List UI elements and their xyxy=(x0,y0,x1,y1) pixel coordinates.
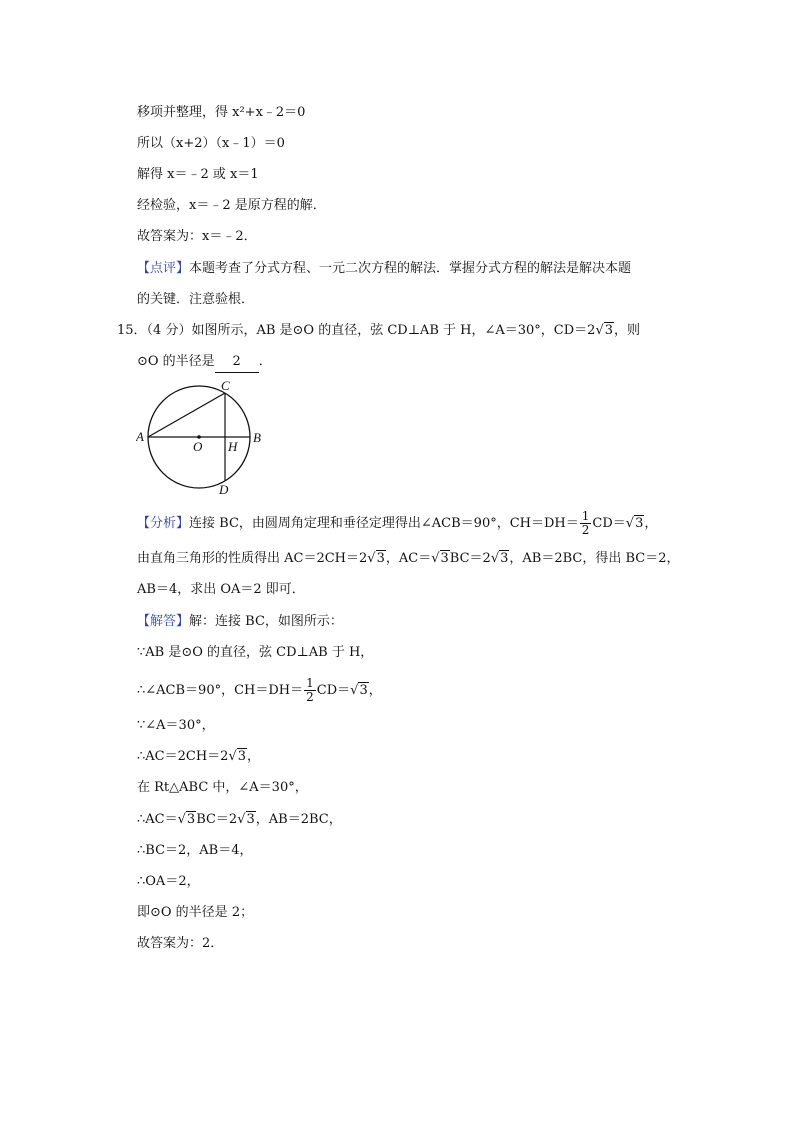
question-text: （4 分）如图所示，AB 是⊙O 的直径，弦 CD⊥AB 于 H，∠A＝30°，CD＝2 xyxy=(146,323,596,338)
solution-text: 解：连接 BC，如图所示： xyxy=(189,614,343,629)
line-factored: 所以（x+2）（x﹣1）＝0 xyxy=(137,136,285,151)
solution-tag: 【解答】 xyxy=(137,614,190,629)
question-number: 15． xyxy=(117,323,147,338)
label-b: B xyxy=(253,430,261,445)
comment-tag: 【点评】 xyxy=(137,261,190,276)
analysis-line-1 xyxy=(137,510,657,537)
radical: √3 xyxy=(177,812,196,827)
question-15 xyxy=(117,321,640,341)
analysis-text: ，AB＝2BC，得出 BC＝2， xyxy=(509,551,680,566)
solution-intro xyxy=(137,612,343,632)
analysis-line-2 xyxy=(137,549,680,569)
solution-text: CD＝ xyxy=(316,683,351,698)
radical: √3 xyxy=(595,323,614,338)
label-d: D xyxy=(219,482,229,497)
comment-continued: 的关键．注意验根． xyxy=(137,292,255,307)
radical: √3 xyxy=(228,749,247,764)
radical: √3 xyxy=(350,683,368,698)
radical: √3 xyxy=(367,551,385,566)
line-solutions: 解得 x＝﹣2 或 x＝1 xyxy=(137,167,259,182)
question-15-line2 xyxy=(137,352,272,373)
radical: √3 xyxy=(237,812,255,827)
analysis-tag: 【分析】 xyxy=(137,516,190,531)
radical: √3 xyxy=(625,516,644,531)
analysis-text: CD＝ xyxy=(592,516,626,531)
solution-text: ∴AC＝ xyxy=(137,812,178,827)
fraction-half: $\frac{1}{2}$ xyxy=(306,676,314,704)
question-end: ． xyxy=(258,354,272,369)
solution-answer: 故答案为：2． xyxy=(137,936,224,951)
analysis-text: 连接 BC，由圆周角定理和垂径定理得出∠ACB＝90°，CH＝DH＝ xyxy=(189,516,579,531)
solution-text: ，AB＝2BC， xyxy=(255,812,342,827)
analysis-text: ， xyxy=(644,516,658,531)
solution-step-8: ∴OA＝2， xyxy=(137,874,200,889)
solution-step-1: ∵AB 是⊙O 的直径，弦 CD⊥AB 于 H， xyxy=(137,645,374,660)
analysis-text: 由直角三角形的性质得出 AC＝2CH＝2 xyxy=(137,551,368,566)
answer-blank: 2 xyxy=(215,352,259,373)
solution-step-7: ∴BC＝2，AB＝4， xyxy=(137,843,253,858)
label-a: A xyxy=(136,429,144,444)
solution-step-5: 在 Rt△ABC 中，∠A＝30°， xyxy=(137,780,308,795)
radical: √3 xyxy=(490,551,509,566)
analysis-text: ，AC＝ xyxy=(385,551,432,566)
solution-step-9: 即⊙O 的半径是 2； xyxy=(137,905,254,920)
radical: √3 xyxy=(431,551,449,566)
question-text-end: ，则 xyxy=(614,323,641,338)
analysis-text: BC＝2 xyxy=(449,551,491,566)
solution-step-4 xyxy=(137,747,260,767)
solution-text: ， xyxy=(368,683,382,698)
solution-step-2 xyxy=(137,677,382,704)
comment-paragraph xyxy=(137,259,631,279)
question-text-2: ⊙O 的半径是 xyxy=(137,354,215,369)
comment-text: 本题考查了分式方程、一元二次方程的解法．掌握分式方程的解法是解决本题 xyxy=(189,261,632,276)
solution-text: BC＝2 xyxy=(196,812,238,827)
segment-ac xyxy=(148,393,225,437)
solution-text: ∴∠ACB＝90°，CH＝DH＝ xyxy=(137,683,304,698)
solution-step-6 xyxy=(137,810,342,830)
line-equation-rearranged: 移项并整理，得 x²+x﹣2＝0 xyxy=(137,105,306,120)
analysis-line-3: AB＝4，求出 OA＝2 即可． xyxy=(137,582,305,597)
circle-figure xyxy=(136,376,276,498)
label-h: H xyxy=(228,439,238,454)
label-c: C xyxy=(221,378,230,393)
solution-step-3: ∵∠A＝30°， xyxy=(137,718,215,733)
line-check: 经检验，x＝﹣2 是原方程的解． xyxy=(137,198,326,213)
fraction-half: $\frac{1}{2}$ xyxy=(581,509,590,537)
solution-text: ∴AC＝2CH＝2 xyxy=(137,749,229,764)
line-answer-14: 故答案为：x＝﹣2． xyxy=(137,229,257,244)
solution-text: ， xyxy=(247,749,261,764)
label-o: O xyxy=(193,439,203,454)
